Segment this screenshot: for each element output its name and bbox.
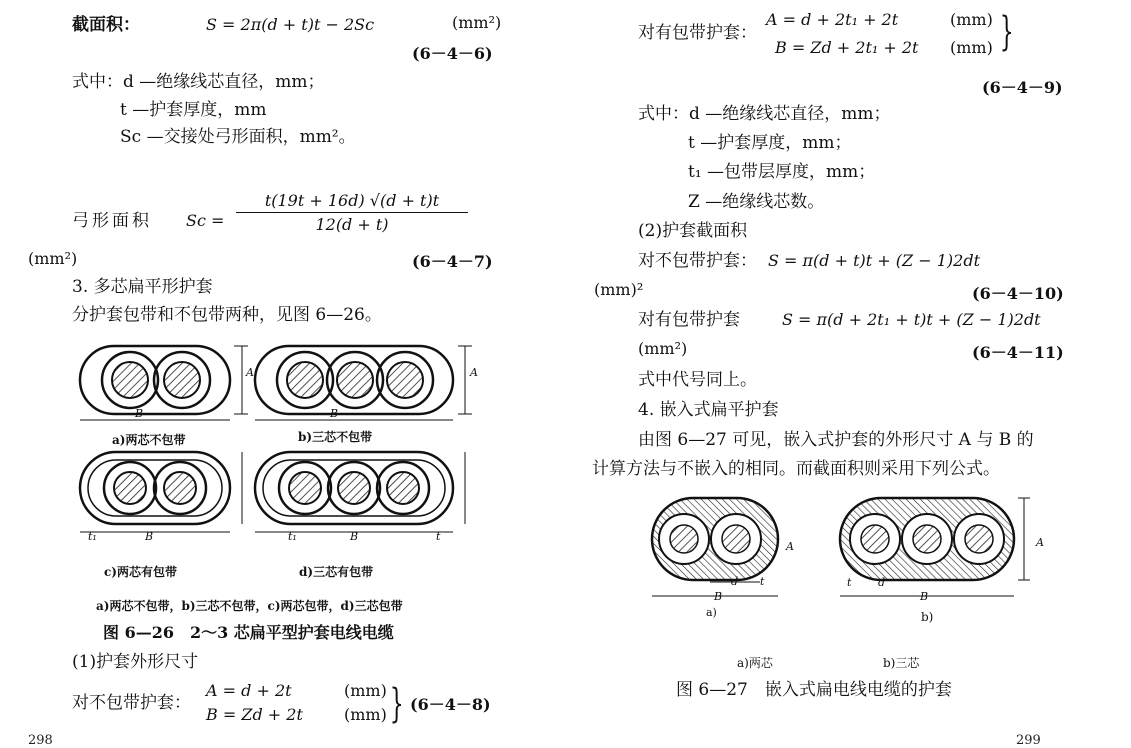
f627-dim-d-a: d (731, 575, 739, 588)
f627-a-label: a) (706, 606, 717, 619)
f627-dim-a-a: A (786, 540, 794, 553)
dim-b-d: B (350, 530, 359, 543)
nowrap-area-unit: (mm)² (594, 280, 644, 299)
fig-b-label: b)三芯不包带 (298, 430, 373, 444)
f627-dim-t-b: t (847, 576, 852, 589)
sub1-title: (1)护套外形尺寸 (72, 652, 199, 672)
r-where-d: 式中：d —绝缘线芯直径，mm； (638, 104, 891, 124)
wrap-formula-b: B = Zd + 2t₁ + 2t (775, 38, 919, 57)
dim-b-a: B (135, 407, 144, 420)
fraction-bar (236, 212, 468, 213)
f627-dim-b-a: B (714, 590, 723, 603)
f627-dim-t-a: t (760, 575, 765, 588)
wrap-area-unit: (mm²) (638, 339, 688, 358)
nowrap-formula-b: B = Zd + 2t (206, 705, 303, 724)
wrap-label: 对有包带护套： (638, 23, 757, 43)
sec4-para-2: 计算方法与不嵌入的相同。而截面积则采用下列公式。 (592, 459, 1000, 479)
wrap-unit-a: (mm) (950, 10, 993, 29)
bow-denominator: 12(d + t) (315, 215, 389, 234)
dim-a-b: A (470, 366, 478, 379)
r-where-z: Z —绝缘线芯数。 (688, 192, 825, 212)
area-label: 截面积： (72, 15, 140, 35)
fig-d-three-core-wrapped (255, 452, 465, 532)
dim-t1-c: t₁ (88, 530, 97, 543)
sec4-para-1: 由图 6—27 可见，嵌入式护套的外形尺寸 A 与 B 的 (638, 430, 1034, 450)
bow-unit: (mm²) (28, 249, 78, 268)
nowrap-unit-a: (mm) (344, 681, 387, 700)
wrap-formula-a: A = d + 2t₁ + 2t (766, 10, 899, 29)
area-formula: S = 2π(d + t)t − 2Sc (206, 15, 375, 34)
bow-eqno: (6－4－7) (412, 252, 493, 271)
dim-t-d: t (436, 530, 441, 543)
same-symbols: 式中代号同上。 (638, 370, 757, 390)
nowrap-brace: } (389, 681, 404, 727)
fig-c-two-core-wrapped (80, 452, 242, 532)
wrap-area-formula: S = π(d + 2t₁ + t)t + (Z − 1)2dt (782, 310, 1041, 329)
page-number-right: 299 (1016, 733, 1041, 748)
dim-a-a: A (246, 366, 254, 379)
sec4-title: 4. 嵌入式扁平护套 (638, 400, 779, 420)
nowrap-formula-a: A = d + 2t (206, 681, 292, 700)
bow-fraction (236, 191, 468, 234)
fig-a-two-core (80, 346, 248, 420)
sec3-title: 3. 多芯扁平形护套 (72, 277, 213, 297)
figure-6-26 (60, 332, 520, 592)
wrap-area-label: 对有包带护套 (638, 310, 740, 330)
wrap-area-eqno: (6－4－11) (972, 343, 1064, 362)
fig-subcaption: a)两芯不包带，b)三芯不包带，c)两芯包带，d)三芯包带 (96, 599, 403, 613)
wrap-brace: } (999, 9, 1014, 55)
fig627-b-three-core (840, 498, 1030, 596)
f627-cap-a: a)两芯 (737, 656, 773, 670)
nowrap-label: 对不包带护套： (72, 693, 191, 713)
nowrap-area-formula: S = π(d + t)t + (Z − 1)2dt (768, 251, 981, 270)
sec3-text: 分护套包带和不包带两种，见图 6—26。 (72, 305, 382, 325)
wrap-unit-b: (mm) (950, 38, 993, 57)
dim-b-b: B (330, 407, 339, 420)
bow-label: 弓形面积 (72, 211, 152, 231)
area-eqno: (6－4－6) (412, 44, 493, 63)
fig-a-label: a)两芯不包带 (112, 433, 186, 447)
figure-6-27 (640, 488, 1060, 638)
fig-b-three-core (255, 346, 472, 420)
where-t: t —护套厚度，mm (120, 100, 267, 120)
fig-6-26-title: 图 6—26 2～3 芯扁平型护套电线电缆 (103, 623, 394, 642)
dim-b-c: B (145, 530, 154, 543)
nowrap-unit-b: (mm) (344, 705, 387, 724)
dim-t1-d: t₁ (288, 530, 297, 543)
r-where-t1: t₁ —包带层厚度，mm； (688, 162, 876, 182)
f627-b-label: b) (921, 610, 934, 624)
nowrap-area-label: 对不包带护套： (638, 251, 757, 271)
f627-dim-b-b: B (920, 590, 929, 603)
f627-dim-a-b: A (1036, 536, 1044, 549)
where-sc: Sc —交接处弓形面积，mm²。 (120, 127, 356, 147)
fig-c-label: c)两芯有包带 (104, 565, 177, 579)
bow-numerator: t(19t + 16d) √(d + t)t (264, 191, 440, 210)
f627-cap-b: b)三芯 (883, 656, 920, 670)
area-unit: (mm²) (452, 13, 502, 32)
r-where-t: t —护套厚度，mm； (688, 133, 852, 153)
f627-dim-d-b: d (878, 576, 886, 589)
where-d: 式中：d —绝缘线芯直径，mm； (72, 72, 325, 92)
sub2-title: (2)护套截面积 (638, 221, 748, 241)
fig-d-label: d)三芯有包带 (299, 565, 374, 579)
nowrap-eqno: (6－4－8) (410, 695, 491, 714)
bow-lhs: Sc = (186, 211, 225, 230)
fig-6-27-title: 图 6—27 嵌入式扁电线电缆的护套 (676, 680, 952, 700)
wrap-eqno: (6－4－9) (982, 78, 1063, 97)
nowrap-area-eqno: (6－4－10) (972, 284, 1064, 303)
page-number-left: 298 (28, 733, 53, 748)
